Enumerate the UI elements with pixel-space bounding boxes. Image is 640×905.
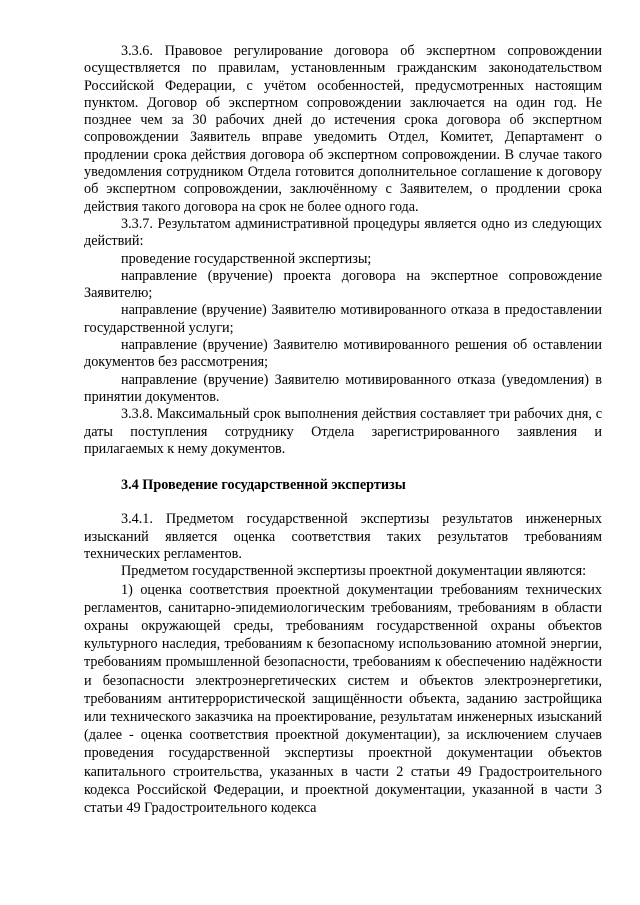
paragraph-3-4-1: 3.4.1. Предметом государственной экспертизы результатов инженерных изысканий является оценка соответствия таких результатов требованиям технических регламентов. bbox=[84, 511, 602, 563]
result-item-service-refusal: направление (вручение) Заявителю мотивированного отказа в предоставлении государственной услуги; bbox=[84, 302, 602, 336]
paragraph-3-3-6: 3.3.6. Правовое регулирование договора об экспертном сопровождении осуществляется по правилам, установленным гражданским законодательством Российской Федерации, с учётом особенностей, предусмотренных настоящим пунктом. Договор об экспертном сопровождении заключается на один год. Не позднее чем за 30 рабочих дней до истечения срока договора об экспертном сопровождении Заявитель вправе уведомить Отдел, Комитет, Департамент о продлении срока действия договора об экспертном сопровождении. В случае такого уведомления сотрудником Отдела готовится дополнительное соглашение к договору об экспертном сопровождении, заключённому с Заявителем, о продлении срока действия такого договора на срок не более одного года. bbox=[84, 43, 602, 215]
paragraph-3-3-7: 3.3.7. Результатом административной процедуры является одно из следующих действий: bbox=[84, 215, 602, 250]
result-item-no-review-decision: направление (вручение) Заявителю мотивированного решения об оставлении документов без рассмотрения; bbox=[84, 337, 602, 371]
document-page bbox=[84, 43, 602, 817]
result-item-expertise: проведение государственной экспертизы; bbox=[121, 250, 372, 267]
section-heading: 3.4 Проведение государственной экспертизы bbox=[121, 477, 406, 494]
result-item-contract-draft: направление (вручение) проекта договора на экспертное сопровождение Заявителю; bbox=[84, 267, 602, 302]
result-item-acceptance-refusal: направление (вручение) Заявителю мотивированного отказа (уведомления) в принятии документов. bbox=[84, 371, 602, 405]
paragraph-project-docs-subject: Предметом государственной экспертизы проектной документации являются: bbox=[121, 563, 587, 580]
paragraph-3-3-8: 3.3.8. Максимальный срок выполнения действия составляет три рабочих дня, с даты поступления сотруднику Отдела зарегистрированного заявления и прилагаемых к нему документов. bbox=[84, 406, 602, 457]
list-item-1: 1) оценка соответствия проектной документации требованиям технических регламентов, санитарно-эпидемиологическим требованиям, требованиям в области охраны окружающей среды, требованиям государственной охраны объектов культурного наследия, требованиям к безопасному использованию атомной энергии, требованиям промышленной безопасности, требованиям к обеспечению надёжности и безопасности электроэнергетических систем и объектов электроэнергетики, требованиям антитеррористической защищённости объекта, заданию застройщика или технического заказчика на проектирование, результатам инженерных изысканий (далее - оценка соответствия проектной документации), за исключением случаев проведения государственной экспертизы проектной документации объектов капитального строительства, указанных в части 2 статьи 49 Градостроительного кодекса Российской Федерации, и проектной документации, указанной в части 3 статьи 49 Градостроительного кодекса bbox=[84, 581, 602, 817]
